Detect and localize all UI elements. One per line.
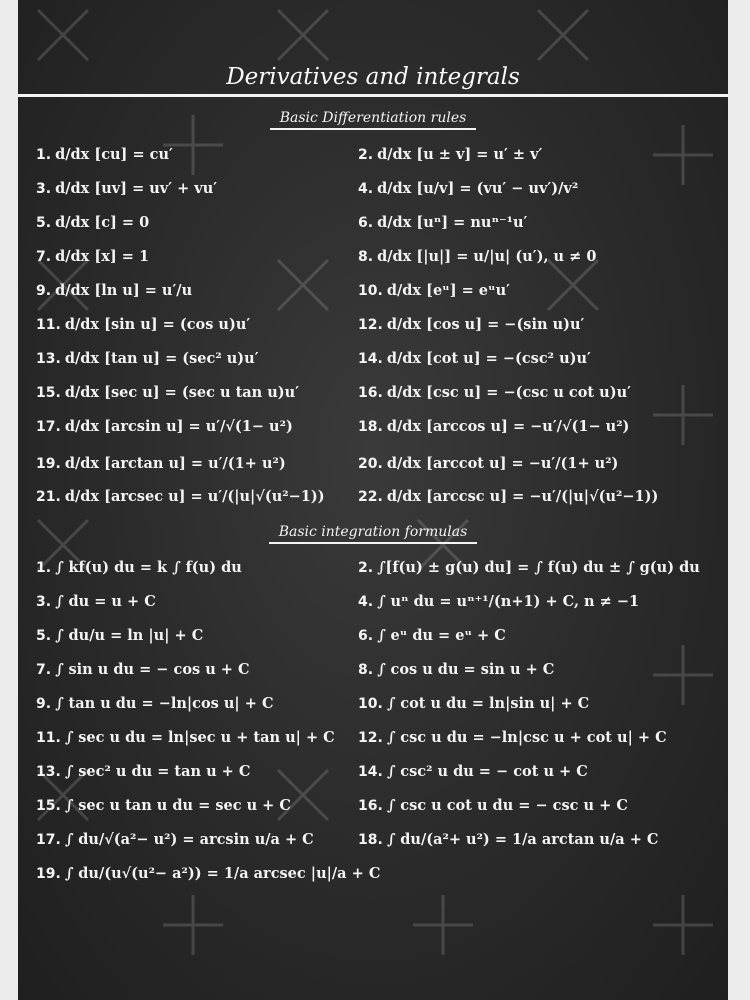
diff-rule-formula: d/dx [arcsin u] = u′/√(1− u²) [64, 418, 293, 435]
diff-rule-formula: d/dx [tan u] = (sec² u)u′ [64, 350, 259, 367]
diff-rule-number: 5. [36, 215, 52, 231]
int-rule-number: 8. [358, 662, 374, 678]
diff-rule-formula: d/dx [arccos u] = −u′/√(1− u²) [386, 418, 630, 435]
diff-rule-2 [358, 146, 542, 164]
diff-rule-20 [358, 455, 618, 473]
diff-rule-formula: d/dx [csc u] = −(csc u cot u)u′ [386, 384, 631, 401]
sparkle-cross-icon [528, 0, 598, 70]
sparkle-cross-icon [268, 0, 338, 70]
int-rule-number: 3. [36, 594, 52, 610]
diff-rule-1 [36, 146, 173, 164]
diff-rule-11 [36, 316, 250, 334]
sparkle-cross-icon [648, 640, 718, 710]
int-rule-number: 14. [358, 764, 383, 780]
int-rule-number: 19. [36, 866, 61, 882]
int-rule-number: 12. [358, 730, 383, 746]
diff-rule-formula: d/dx [arccsc u] = −u′/(|u|√(u²−1)) [386, 488, 659, 505]
diff-rule-3 [36, 180, 217, 198]
diff-rule-formula: d/dx [u ± v] = u′ ± v′ [377, 146, 543, 163]
int-rule-number: 16. [358, 798, 383, 814]
diff-rule-7 [36, 248, 149, 266]
int-rule-number: 13. [36, 764, 61, 780]
int-rule-9 [36, 695, 274, 713]
diff-rule-9 [36, 282, 192, 300]
int-rule-formula: ∫ du/(a²+ u²) = 1/a arctan u/a + C [386, 831, 659, 848]
int-rule-17 [36, 831, 314, 849]
int-rule-7 [36, 661, 250, 679]
diff-rule-number: 14. [358, 351, 383, 367]
int-rule-6 [358, 627, 506, 645]
diff-rule-formula: d/dx [sec u] = (sec u tan u)u′ [64, 384, 300, 401]
int-rule-number: 18. [358, 832, 383, 848]
diff-rule-number: 19. [36, 456, 61, 472]
int-rule-13 [36, 763, 250, 781]
diff-rule-10 [358, 282, 510, 300]
int-rule-formula: ∫ sin u du = − cos u + C [55, 661, 250, 678]
diff-rule-formula: d/dx [cot u] = −(csc² u)u′ [386, 350, 591, 367]
sparkle-cross-icon [268, 760, 338, 830]
int-rule-formula: ∫ du/u = ln |u| + C [55, 627, 204, 644]
diff-rule-21 [36, 488, 325, 506]
diff-rule-formula: d/dx [cu] = cu′ [55, 146, 173, 163]
diff-rule-formula: d/dx [eᵘ] = eᵘu′ [386, 282, 510, 299]
int-rule-15 [36, 797, 291, 815]
int-rule-number: 10. [358, 696, 383, 712]
int-rule-18 [358, 831, 658, 849]
diff-rule-formula: d/dx [c] = 0 [55, 214, 150, 231]
sparkle-cross-icon [648, 380, 718, 450]
int-rule-3 [36, 593, 156, 611]
diff-rule-number: 9. [36, 283, 52, 299]
diff-rule-number: 20. [358, 456, 383, 472]
diff-rule-number: 6. [358, 215, 374, 231]
diff-rule-22 [358, 488, 658, 506]
diff-rule-18 [358, 418, 629, 436]
diff-rule-13 [36, 350, 259, 368]
int-rule-formula: ∫ du = u + C [55, 593, 156, 610]
diff-rule-formula: d/dx [ln u] = u′/u [55, 282, 193, 299]
int-rule-formula: ∫ du/(u√(u²− a²)) = 1/a arcsec |u|/a + C [64, 865, 381, 882]
diff-rule-number: 22. [358, 489, 383, 505]
diff-rule-19 [36, 455, 286, 473]
diff-rule-16 [358, 384, 631, 402]
diff-rule-number: 8. [358, 249, 374, 265]
int-rule-1 [36, 559, 242, 577]
diff-rule-number: 13. [36, 351, 61, 367]
page-title: Derivatives and integrals [226, 64, 520, 90]
diff-rule-number: 15. [36, 385, 61, 401]
int-rule-number: 7. [36, 662, 52, 678]
int-rule-number: 5. [36, 628, 52, 644]
diff-rule-number: 16. [358, 385, 383, 401]
int-rule-12 [358, 729, 667, 747]
diff-rule-number: 21. [36, 489, 61, 505]
diff-rule-6 [358, 214, 527, 232]
int-rule-formula: ∫ uⁿ du = uⁿ⁺¹/(n+1) + C, n ≠ −1 [377, 593, 640, 610]
sparkle-cross-icon [28, 0, 98, 70]
int-rule-19 [36, 865, 380, 883]
int-rule-8 [358, 661, 554, 679]
diff-rule-number: 1. [36, 147, 52, 163]
int-rule-formula: ∫ tan u du = −ln|cos u| + C [55, 695, 274, 712]
diff-rule-number: 2. [358, 147, 374, 163]
int-rule-number: 6. [358, 628, 374, 644]
diff-rule-number: 12. [358, 317, 383, 333]
int-rule-2 [358, 559, 700, 577]
integration-heading-text: Basic integration formulas [269, 524, 478, 544]
diff-rule-5 [36, 214, 149, 232]
diff-rule-8 [358, 248, 596, 266]
sparkle-cross-icon [268, 250, 338, 320]
differentiation-heading [18, 110, 728, 130]
int-rule-formula: ∫ csc² u du = − cot u + C [386, 763, 588, 780]
differentiation-heading-text: Basic Differentiation rules [270, 110, 477, 130]
int-rule-formula: ∫ sec² u du = tan u + C [64, 763, 251, 780]
diff-rule-number: 17. [36, 419, 61, 435]
sparkle-cross-icon [648, 120, 718, 190]
int-rule-number: 11. [36, 730, 61, 746]
diff-rule-15 [36, 384, 299, 402]
diff-rule-formula: d/dx [arcsec u] = u′/(|u|√(u²−1)) [64, 488, 325, 505]
diff-rule-number: 4. [358, 181, 374, 197]
title-divider [18, 94, 728, 97]
cheat-sheet-poster [18, 0, 728, 1000]
int-rule-formula: ∫ cot u du = ln|sin u| + C [386, 695, 590, 712]
int-rule-10 [358, 695, 589, 713]
int-rule-16 [358, 797, 628, 815]
diff-rule-formula: d/dx [u/v] = (vu′ − uv′)/v² [377, 180, 579, 197]
diff-rule-number: 7. [36, 249, 52, 265]
int-rule-formula: ∫ csc u du = −ln|csc u + cot u| + C [386, 729, 667, 746]
diff-rule-number: 10. [358, 283, 383, 299]
int-rule-number: 4. [358, 594, 374, 610]
sparkle-cross-icon [648, 890, 718, 960]
int-rule-formula: ∫ eᵘ du = eᵘ + C [377, 627, 506, 644]
diff-rule-formula: d/dx [uⁿ] = nuⁿ⁻¹u′ [377, 214, 528, 231]
int-rule-formula: ∫ du/√(a²− u²) = arcsin u/a + C [64, 831, 314, 848]
int-rule-formula: ∫[f(u) ± g(u) du] = ∫ f(u) du ± ∫ g(u) du [377, 559, 700, 576]
diff-rule-formula: d/dx [x] = 1 [55, 248, 150, 265]
diff-rule-17 [36, 418, 293, 436]
int-rule-4 [358, 593, 639, 611]
diff-rule-14 [358, 350, 591, 368]
diff-rule-formula: d/dx [arccot u] = −u′/(1+ u²) [386, 455, 619, 472]
diff-rule-formula: d/dx [cos u] = −(sin u)u′ [386, 316, 585, 333]
sparkle-cross-icon [408, 890, 478, 960]
int-rule-11 [36, 729, 335, 747]
sparkle-cross-icon [158, 890, 228, 960]
int-rule-formula: ∫ csc u cot u du = − csc u + C [386, 797, 628, 814]
int-rule-formula: ∫ sec u du = ln|sec u + tan u| + C [64, 729, 335, 746]
diff-rule-formula: d/dx [|u|] = u/|u| (u′), u ≠ 0 [377, 248, 597, 265]
int-rule-number: 1. [36, 560, 52, 576]
int-rule-14 [358, 763, 588, 781]
diff-rule-4 [358, 180, 578, 198]
int-rule-formula: ∫ sec u tan u du = sec u + C [64, 797, 291, 814]
diff-rule-formula: d/dx [arctan u] = u′/(1+ u²) [64, 455, 286, 472]
diff-rule-formula: d/dx [sin u] = (cos u)u′ [64, 316, 251, 333]
diff-rule-number: 18. [358, 419, 383, 435]
diff-rule-number: 11. [36, 317, 61, 333]
integration-heading [18, 524, 728, 544]
diff-rule-formula: d/dx [uv] = uv′ + vu′ [55, 180, 218, 197]
int-rule-number: 17. [36, 832, 61, 848]
int-rule-formula: ∫ kf(u) du = k ∫ f(u) du [55, 559, 242, 576]
int-rule-formula: ∫ cos u du = sin u + C [377, 661, 555, 678]
int-rule-number: 15. [36, 798, 61, 814]
int-rule-number: 2. [358, 560, 374, 576]
int-rule-number: 9. [36, 696, 52, 712]
diff-rule-12 [358, 316, 584, 334]
diff-rule-number: 3. [36, 181, 52, 197]
int-rule-5 [36, 627, 203, 645]
